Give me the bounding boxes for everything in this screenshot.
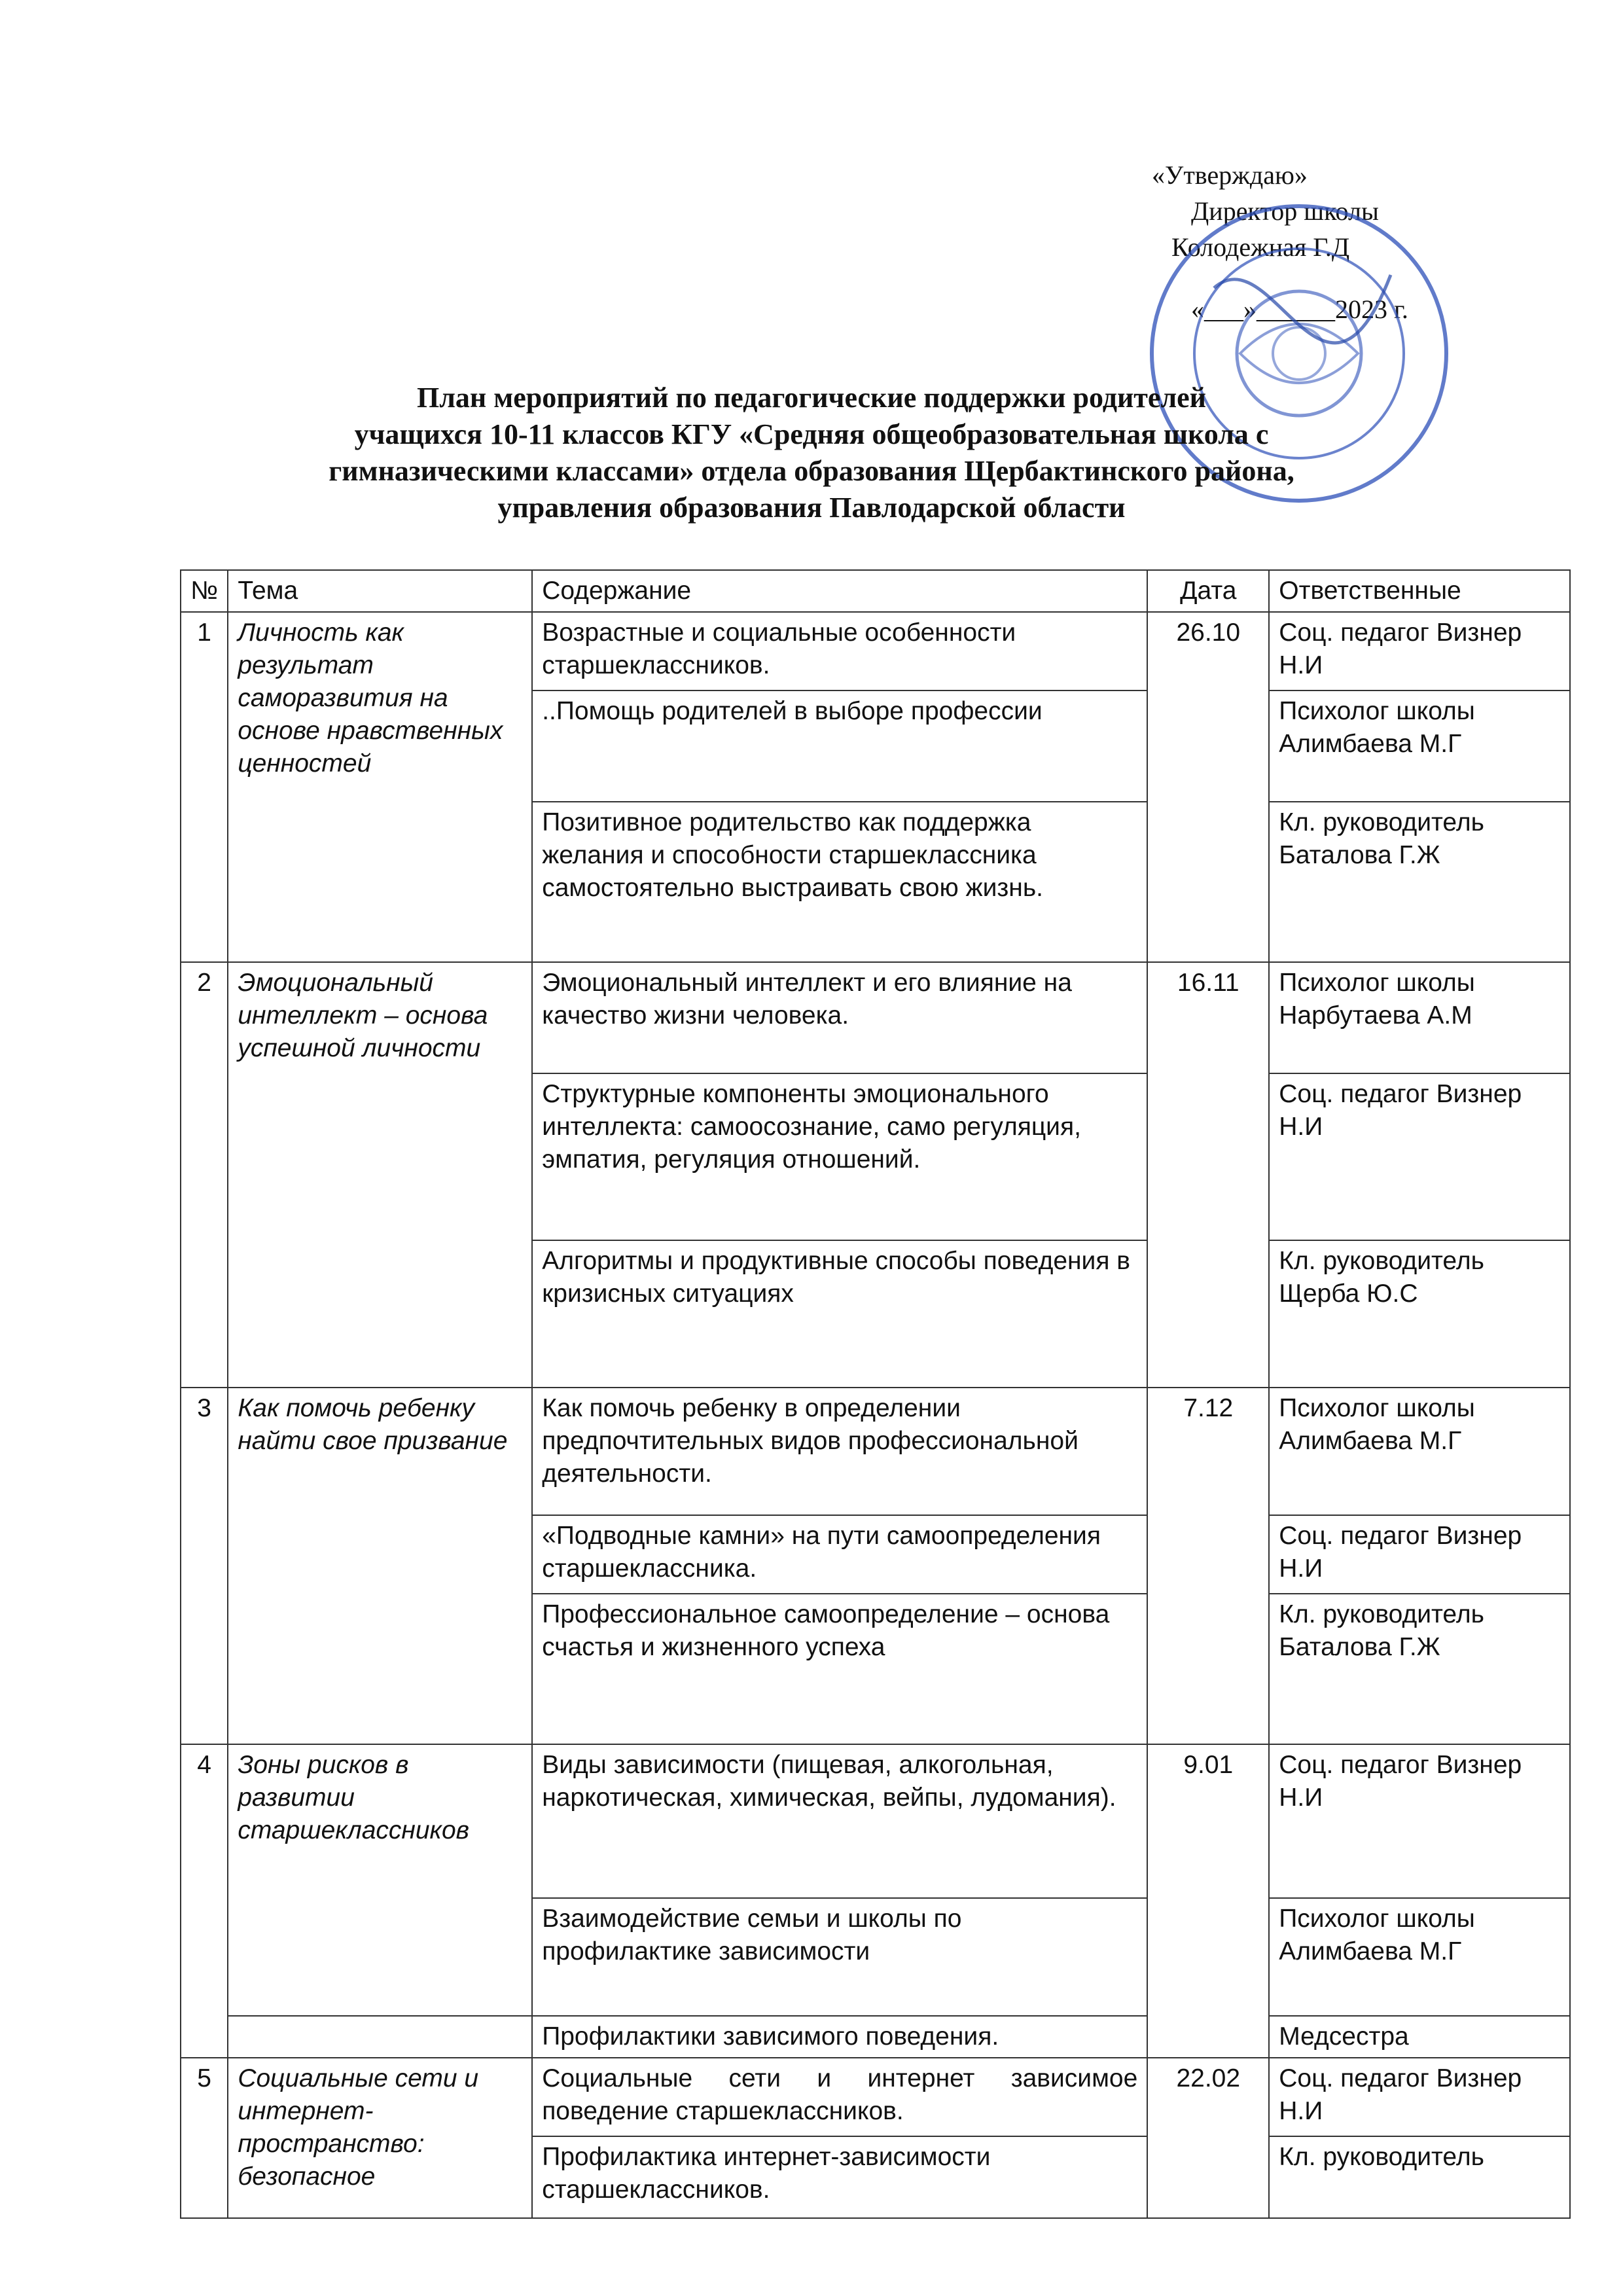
row-content: Структурные компоненты эмоционального интеллекта: самоосознание, само регуляция, эмпатия, регуляция отношений. xyxy=(532,1073,1147,1240)
table-header-row xyxy=(181,570,1570,612)
title-line-2: учащихся 10-11 классов КГУ «Средняя общеобразовательная школа с xyxy=(354,418,1269,450)
table-row xyxy=(181,1744,1570,1898)
table-row xyxy=(181,612,1570,691)
header-topic: Тема xyxy=(228,570,532,612)
row-responsible: Кл. руководитель Баталова Г.Ж xyxy=(1269,802,1570,962)
row-number: 4 xyxy=(181,1744,228,2058)
header-responsible: Ответственные xyxy=(1269,570,1570,612)
row-content: Возрастные и социальные особенности старшеклассников. xyxy=(532,612,1147,691)
row-responsible: Психолог школы Алимбаева М.Г xyxy=(1269,1388,1570,1515)
row-content: Профессиональное самоопределение – основа счастья и жизненного успеха xyxy=(532,1594,1147,1744)
row-content: Профилактики зависимого поведения. xyxy=(532,2016,1147,2058)
row-date: 22.02 xyxy=(1147,2058,1269,2218)
header-number: № xyxy=(181,570,228,612)
row-responsible: Медсестра xyxy=(1269,2016,1570,2058)
events-table xyxy=(180,569,1571,2219)
document-title xyxy=(131,380,1492,526)
row-topic: Социальные сети и интернет-пространство: безопасное xyxy=(228,2058,532,2218)
table-row xyxy=(181,2058,1570,2136)
row-responsible: Кл. руководитель Баталова Г.Ж xyxy=(1269,1594,1570,1744)
row-content: Профилактика интернет-зависимости старшеклассников. xyxy=(532,2136,1147,2218)
row-content: Социальные сети и интернет зависимое поведение старшеклассников. xyxy=(532,2058,1147,2136)
row-responsible: Соц. педагог Визнер Н.И xyxy=(1269,2058,1570,2136)
row-responsible: Психолог школы Алимбаева М.Г xyxy=(1269,691,1570,802)
row-topic: Как помочь ребенку найти свое призвание xyxy=(228,1388,532,1744)
row-topic: Зоны рисков в развитии старшеклассников xyxy=(228,1744,532,2016)
row-responsible: Соц. педагог Визнер Н.И xyxy=(1269,612,1570,691)
title-line-1: План мероприятий по педагогические поддержки родителей xyxy=(416,382,1207,414)
row-number: 3 xyxy=(181,1388,228,1744)
row-number: 1 xyxy=(181,612,228,962)
approval-line-2: Директор школы xyxy=(1191,196,1379,226)
table-row xyxy=(181,2016,1570,2058)
approval-line-3: Колодежная Г.Д xyxy=(1171,232,1350,262)
row-content: Взаимодействие семьи и школы по профилактике зависимости xyxy=(532,1898,1147,2016)
header-date: Дата xyxy=(1147,570,1269,612)
row-responsible: Соц. педагог Визнер Н.И xyxy=(1269,1073,1570,1240)
title-line-4: управления образования Павлодарской области xyxy=(497,492,1126,524)
row-responsible: Соц. педагог Визнер Н.И xyxy=(1269,1515,1570,1594)
row-topic: Личность как результат саморазвития на основе нравственных ценностей xyxy=(228,612,532,962)
row-content: Алгоритмы и продуктивные способы поведения в кризисных ситуациях xyxy=(532,1240,1147,1388)
row-content: Позитивное родительство как поддержка желания и способности старшеклассника самостоятельно выстраивать свою жизнь. xyxy=(532,802,1147,962)
approval-line-1: «Утверждаю» xyxy=(1152,160,1308,190)
row-topic: Эмоциональный интеллект – основа успешной личности xyxy=(228,962,532,1388)
row-responsible: Психолог школы Алимбаева М.Г xyxy=(1269,1898,1570,2016)
row-number: 5 xyxy=(181,2058,228,2218)
row-content: «Подводные камни» на пути самоопределения старшеклассника. xyxy=(532,1515,1147,1594)
table-row xyxy=(181,1388,1570,1515)
row-content: ..Помощь родителей в выборе профессии xyxy=(532,691,1147,802)
row-topic-empty xyxy=(228,2016,532,2058)
table-row xyxy=(181,962,1570,1073)
title-line-3: гимназическими классами» отдела образования Щербактинского района, xyxy=(329,455,1294,487)
row-content: Эмоциональный интеллект и его влияние на качество жизни человека. xyxy=(532,962,1147,1073)
row-date: 16.11 xyxy=(1147,962,1269,1388)
row-date: 26.10 xyxy=(1147,612,1269,962)
row-content: Виды зависимости (пищевая, алкогольная, наркотическая, химическая, вейпы, лудомания). xyxy=(532,1744,1147,1898)
row-responsible: Кл. руководитель xyxy=(1269,2136,1570,2218)
row-responsible: Кл. руководитель Щерба Ю.С xyxy=(1269,1240,1570,1388)
header-content: Содержание xyxy=(532,570,1147,612)
approval-line-4: «___»______2023 г. xyxy=(1191,295,1408,324)
row-responsible: Психолог школы Нарбутаева А.М xyxy=(1269,962,1570,1073)
row-date: 9.01 xyxy=(1147,1744,1269,2058)
row-date: 7.12 xyxy=(1147,1388,1269,1744)
row-content: Как помочь ребенку в определении предпочтительных видов профессиональной деятельности. xyxy=(532,1388,1147,1515)
row-number: 2 xyxy=(181,962,228,1388)
row-responsible: Соц. педагог Визнер Н.И xyxy=(1269,1744,1570,1898)
